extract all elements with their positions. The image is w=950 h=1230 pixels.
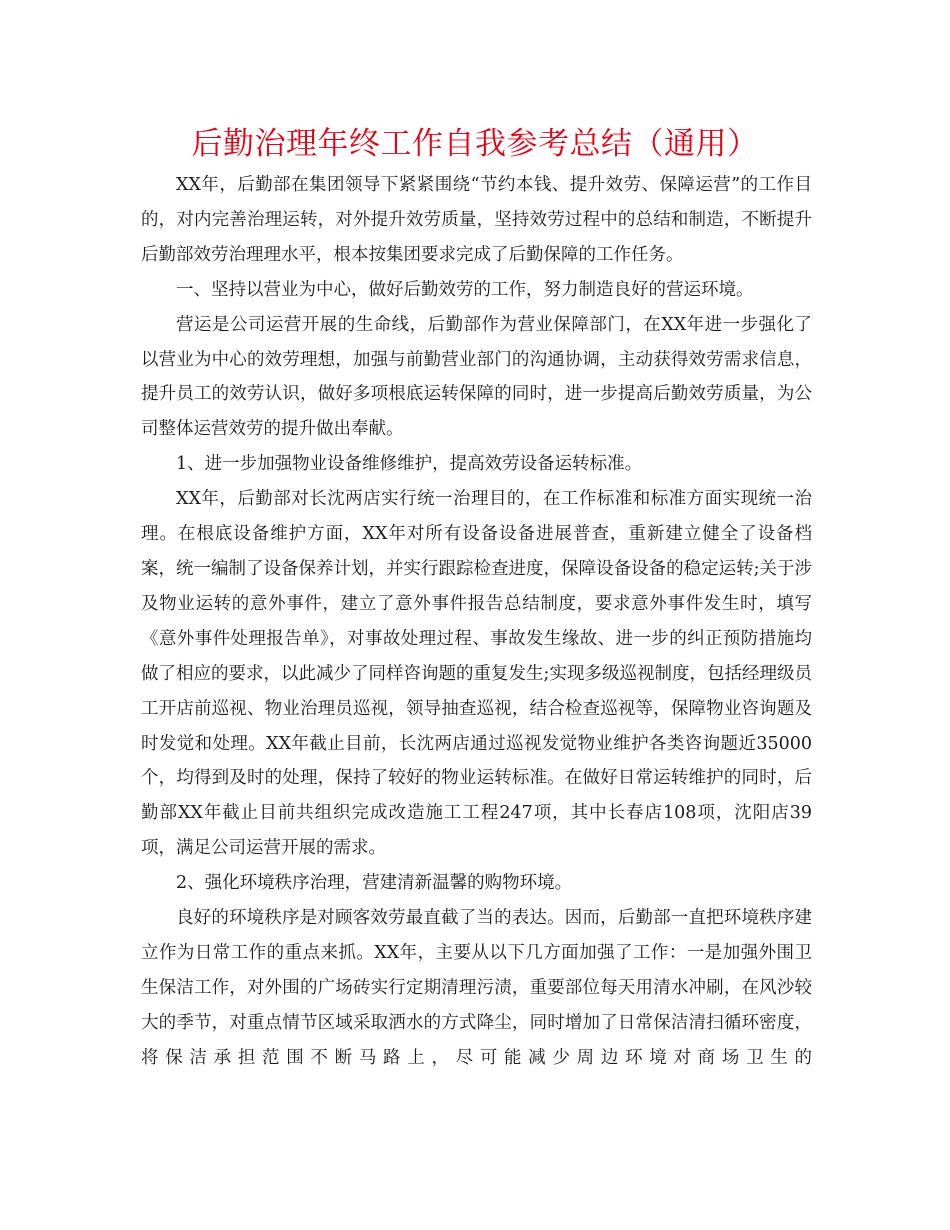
- paragraph-environment: 良好的环境秩序是对顾客效劳最直截了当的表达。因而，后勤部一直把环境秩序建立作为日常工作的重点来抓。XX年，主要从以下几方面加强了工作：一是加强外围卫生保洁工作，对外围的广场砖实行定期清理污渍，重要部位每天用清水冲刷，在风沙较大的季节，对重点情节区域采取洒水的方式降尘，同时增加了日常保洁清扫循环密度，将保洁承担范围不断马路上，尽可能减少周边环境对商场卫生的: [141, 908, 812, 1068]
- paragraph-subheading-2: 2、强化环境秩序治理，营建清新温馨的购物环境。: [176, 873, 573, 894]
- paragraph-intro: XX年，后勤部在集团领导下紧紧围绕“节约本钱、提升效劳、保障运营”的工作目的，对内完善治理运转，对外提升效劳质量，坚持效劳过程中的总结和制造，不断提升后勤部效劳治理理水平，根本按集团要求完成了后勤保障的工作任务。: [141, 175, 812, 265]
- document-title: 后勤治理年终工作自我参考总结（通用）: [191, 126, 759, 162]
- document-body: [141, 168, 812, 1076]
- paragraph-maintenance: XX年，后勤部对长沈两店实行统一治理目的，在工作标准和标准方面实现统一治理。在根底设备维护方面，XX年对所有设备设备进展普查，重新建立健全了设备档案，统一编制了设备保养计划，并实行跟踪检查进度，保障设备设备的稳定运转;关于涉及物业运转的意外事件，建立了意外事件报告总结制度，要求意外事件发生时，填写《意外事件处理报告单》，对事故处理过程、事故发生缘故、进一步的纠正预防措施均做了相应的要求，以此减少了同样咨询题的重复发生;实现多级巡视制度，包括经理级员工开店前巡视、物业治理员巡视，领导抽查巡视，结合检查巡视等，保障物业咨询题及时发觉和处理。XX年截止目前，长沈两店通过巡视发觉物业维护各类咨询题近35000个，均得到及时的处理，保持了较好的物业运转标准。在做好日常运转维护的同时，后勤部XX年截止目前共组织完成改造施工工程247项，其中长春店108项，沈阳店39项，满足公司运营开展的需求。: [141, 489, 812, 859]
- paragraph-subheading-1: 1、进一步加强物业设备维修维护，提高效劳设备运转标准。: [176, 454, 643, 475]
- paragraph-section-heading-1: 一、坚持以营业为中心，做好后勤效劳的工作，努力制造良好的营运环境。: [176, 279, 754, 300]
- paragraph-operations: 营运是公司运营开展的生命线，后勤部作为营业保障部门，在XX年进一步强化了以营业为中心的效劳理想，加强与前勤营业部门的沟通协调，主动获得效劳需求信息，提升员工的效劳认识，做好多项根底运转保障的同时，进一步提高后勤效劳质量，为公司整体运营效劳的提升做出奉献。: [141, 314, 812, 440]
